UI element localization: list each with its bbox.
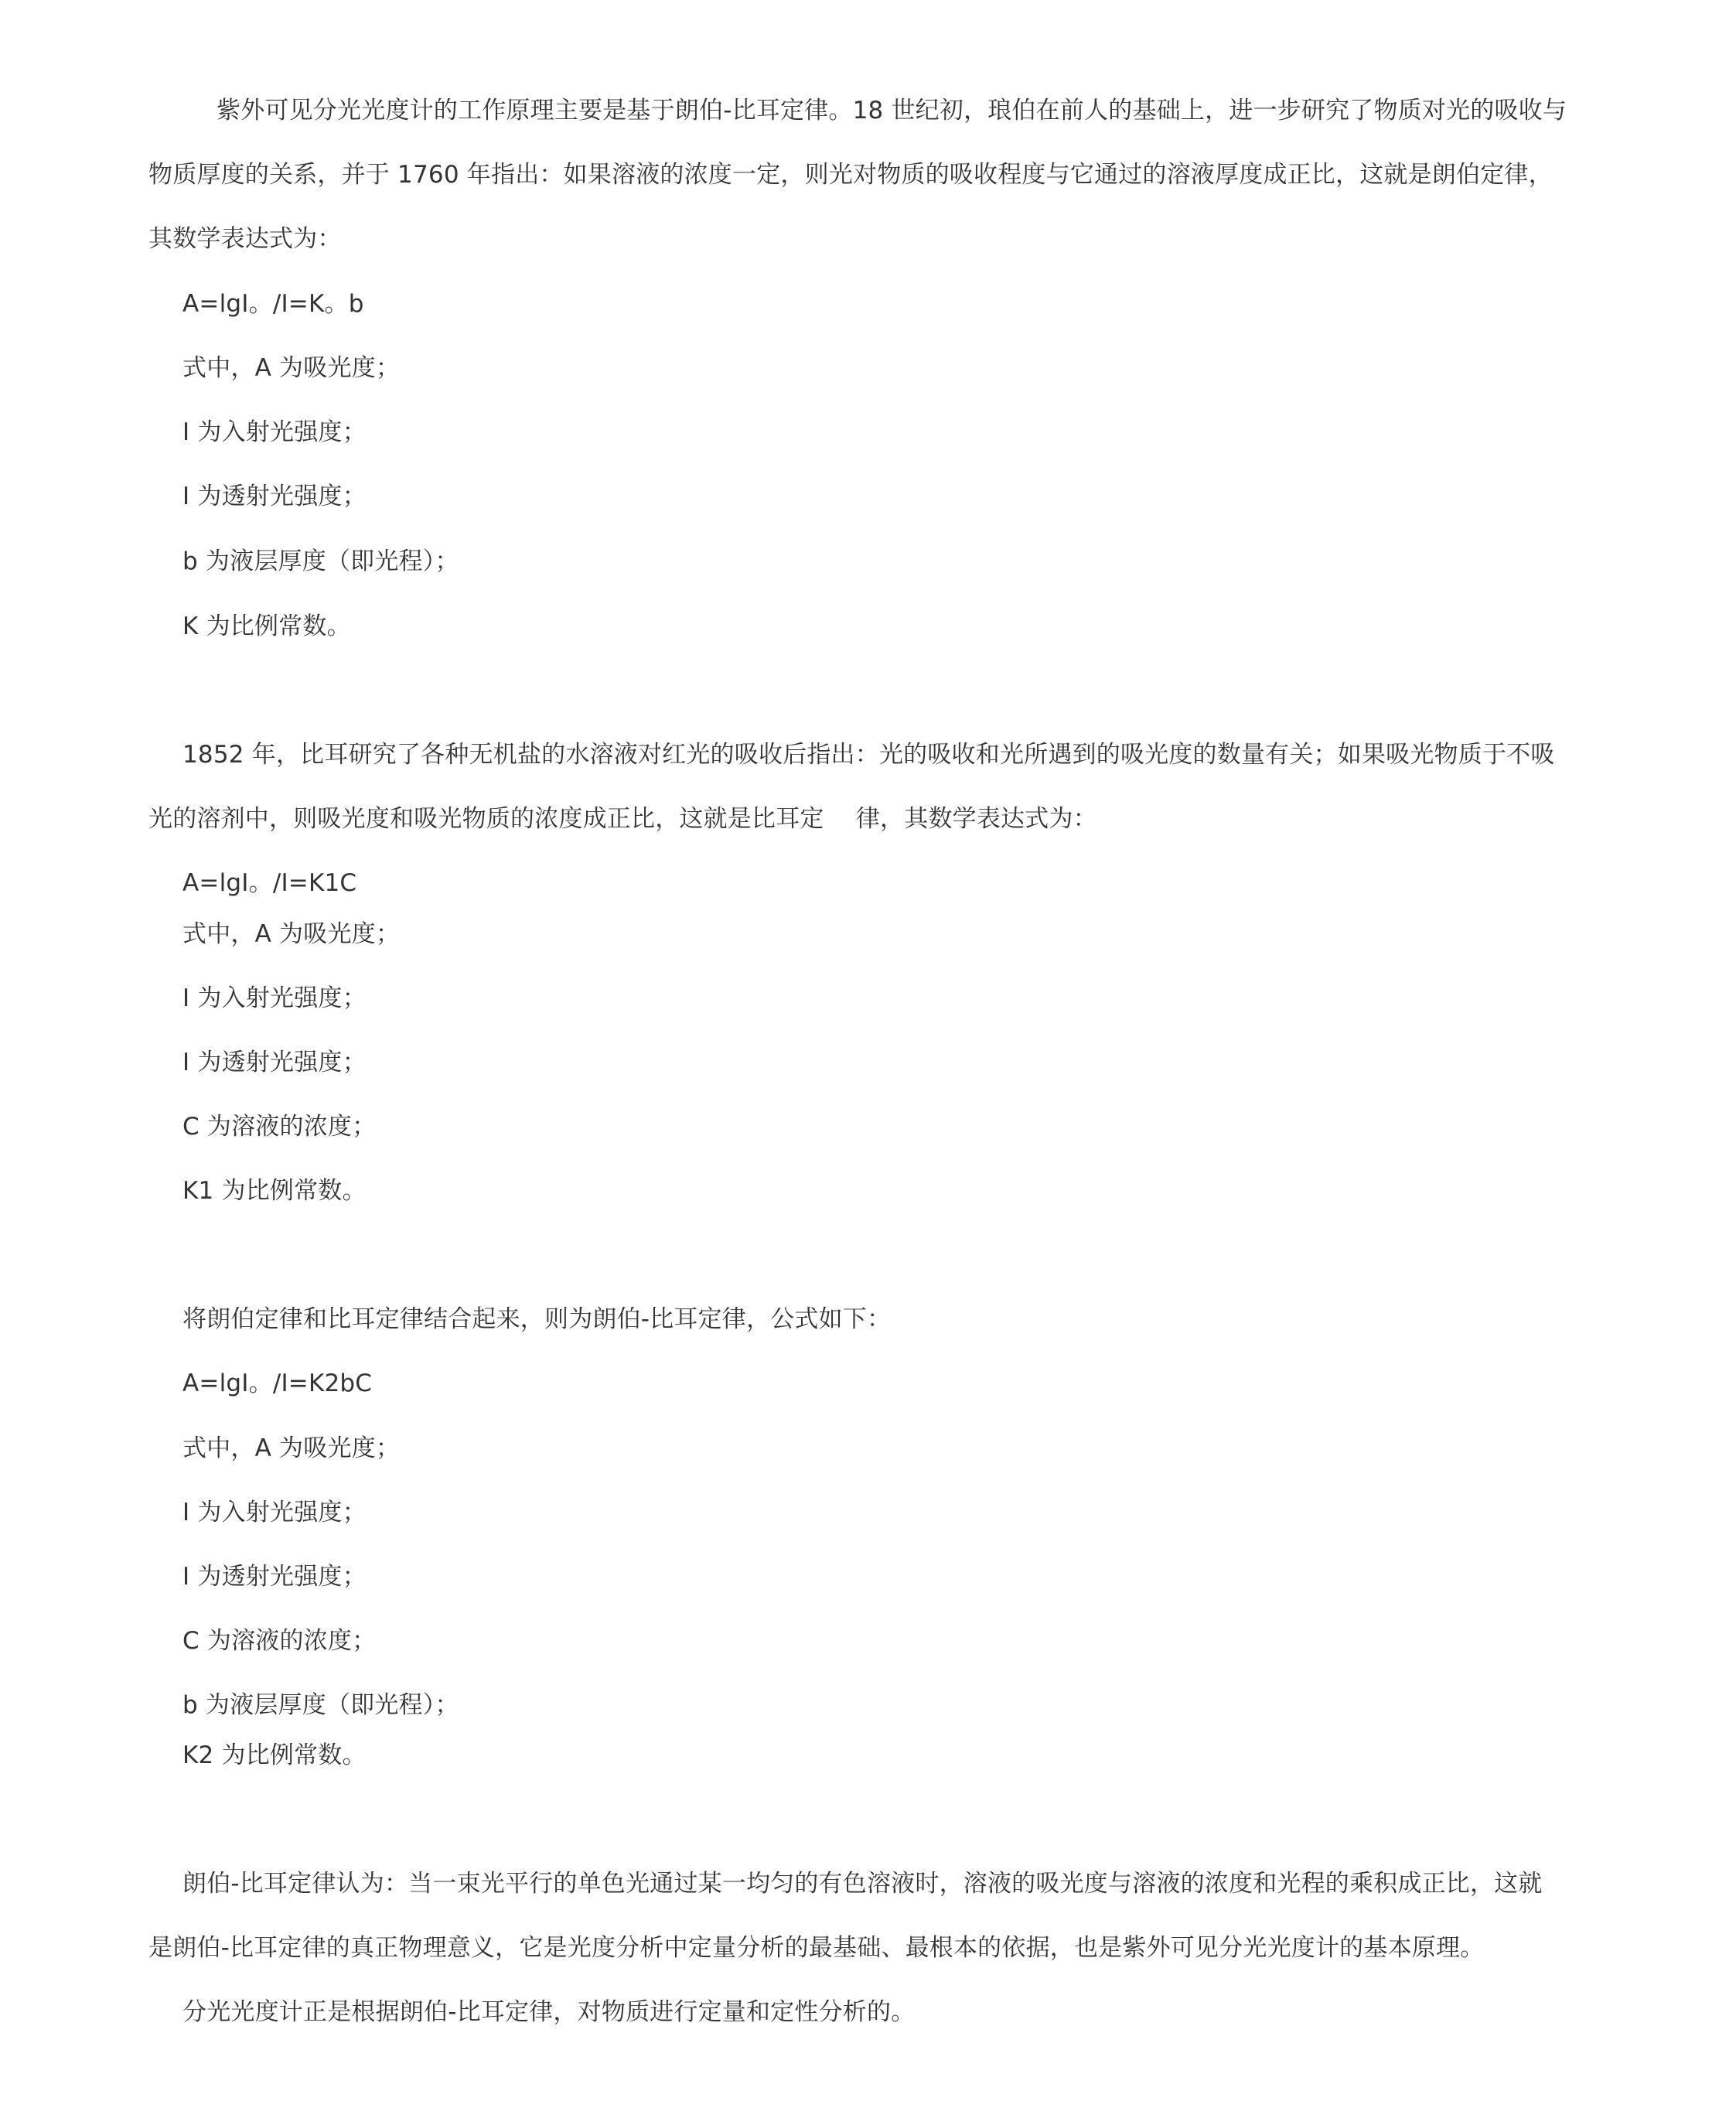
- combined-def-5: b 为液层厚度（即光程）；: [182, 1691, 459, 1719]
- beer-line-1: 1852 年，比耳研究了各种无机盐的水溶液对红光的吸收后指出：光的吸收和光所遇到的吸光度的数量有关；如果吸光物质于不吸: [182, 741, 1555, 769]
- beer-line-2: 光的溶剂中，则吸光度和吸光物质的浓度成正比，这就是比耳定 律，其数学表达式为：: [148, 805, 1097, 833]
- combined-intro: 将朗伯定律和比耳定律结合起来，则为朗伯-比耳定律，公式如下：: [182, 1305, 892, 1333]
- beer-def-4: C 为溶液的浓度；: [182, 1113, 377, 1141]
- beer-def-1: 式中，A 为吸光度；: [182, 920, 401, 948]
- conclusion-line-3: 分光光度计正是根据朗伯-比耳定律，对物质进行定量和定性分析的。: [182, 1998, 916, 2026]
- combined-def-1: 式中，A 为吸光度；: [182, 1434, 401, 1462]
- intro-line-1: 紫外可见分光光度计的工作原理主要是基于朗伯-比耳定律。18 世纪初，琅伯在前人的基础上，进一步研究了物质对光的吸收与: [217, 97, 1567, 124]
- combined-def-2: I 为入射光强度；: [182, 1499, 367, 1526]
- combined-def-6: K2 为比例常数。: [182, 1741, 367, 1769]
- beer-def-5: K1 为比例常数。: [182, 1177, 367, 1205]
- beer-formula: A=lgI。/I=K1C: [182, 869, 357, 897]
- conclusion-line-1: 朗伯-比耳定律认为：当一束光平行的单色光通过某一均匀的有色溶液时，溶液的吸光度与溶液的浓度和光程的乘积成正比，这就: [182, 1870, 1543, 1898]
- beer-def-2: I 为入射光强度；: [182, 984, 367, 1012]
- conclusion-line-2: 是朗伯-比耳定律的真正物理意义，它是光度分析中定量分析的最基础、最根本的依据，也是紫外可见分光光度计的基本原理。: [148, 1934, 1485, 1962]
- lambert-def-2: I 为入射光强度；: [182, 418, 367, 446]
- lambert-def-1: 式中，A 为吸光度；: [182, 354, 401, 382]
- combined-def-4: C 为溶液的浓度；: [182, 1627, 377, 1655]
- lambert-def-3: I 为透射光强度；: [182, 483, 367, 510]
- lambert-def-4: b 为液层厚度（即光程）；: [182, 547, 459, 575]
- combined-formula: A=lgI。/I=K2bC: [182, 1369, 373, 1397]
- intro-line-2: 物质厚度的关系，并于 1760 年指出：如果溶液的浓度一定，则光对物质的吸收程度与它通过的溶液厚度成正比，这就是朗伯定律，: [148, 161, 1553, 189]
- beer-def-3: I 为透射光强度；: [182, 1049, 367, 1076]
- combined-def-3: I 为透射光强度；: [182, 1563, 367, 1591]
- intro-line-3: 其数学表达式为：: [148, 225, 342, 253]
- lambert-formula: A=lgI。/I=K。b: [182, 290, 364, 318]
- lambert-def-5: K 为比例常数。: [182, 612, 351, 640]
